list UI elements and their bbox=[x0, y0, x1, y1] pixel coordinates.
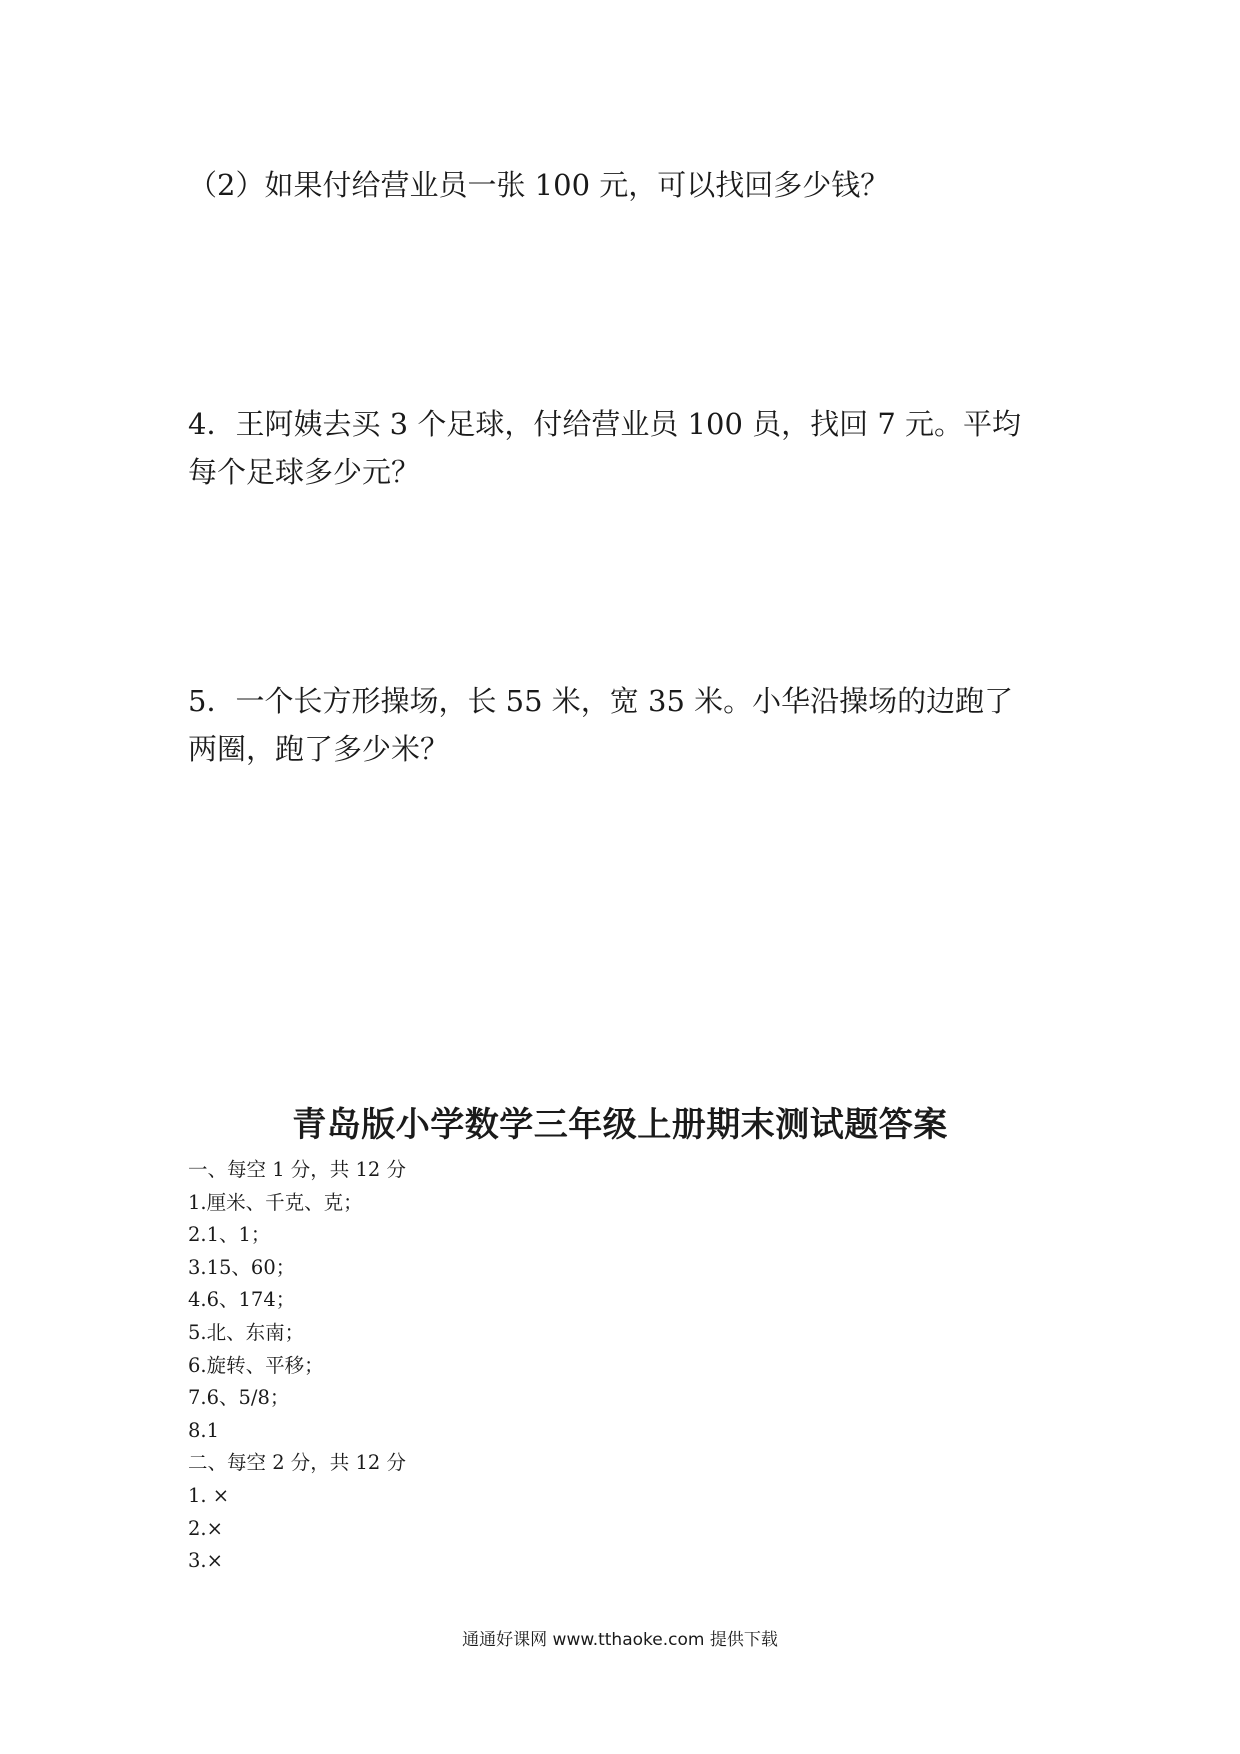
answer-line: 5.北、东南； bbox=[188, 1320, 305, 1344]
question-line: 两圈，跑了多少米？ bbox=[188, 732, 450, 766]
question-line: 每个足球多少元？ bbox=[188, 455, 421, 489]
answer-line: 2.1、1； bbox=[188, 1223, 271, 1247]
question-5 bbox=[188, 677, 1068, 773]
answer-list bbox=[188, 1154, 888, 1578]
question-4 bbox=[188, 400, 1068, 496]
answer-line: 6.旋转、平移； bbox=[188, 1353, 324, 1377]
answer-line: 4.6、174； bbox=[188, 1288, 296, 1312]
question-text: （2）如果付给营业员一张 100 元，可以找回多少钱？ bbox=[188, 168, 890, 202]
answer-line: 7.6、5/8； bbox=[188, 1386, 290, 1410]
answers-title: 青岛版小学数学三年级上册期末测试题答案 bbox=[292, 1105, 948, 1145]
page-footer: 通通好课网 www.tthaoke.com 提供下载 bbox=[462, 1630, 778, 1650]
question-3-part-2 bbox=[188, 161, 1068, 209]
answer-line: 1.厘米、千克、克； bbox=[188, 1190, 363, 1214]
answer-line: 3.15、60； bbox=[188, 1255, 296, 1279]
answer-line: 一、每空 1 分，共 12 分 bbox=[188, 1158, 407, 1181]
answer-line: 2.× bbox=[188, 1516, 223, 1540]
answer-line: 8.1 bbox=[188, 1418, 220, 1442]
answer-line: 1. × bbox=[188, 1483, 230, 1507]
question-line: 5．一个长方形操场，长 55 米，宽 35 米。小华沿操场的边跑了 bbox=[188, 684, 1014, 718]
answer-line: 二、每空 2 分，共 12 分 bbox=[188, 1451, 407, 1475]
question-line: 4．王阿姨去买 3 个足球，付给营业员 100 员，找回 7 元。平均 bbox=[188, 407, 1022, 441]
answer-line: 3.× bbox=[188, 1549, 223, 1573]
